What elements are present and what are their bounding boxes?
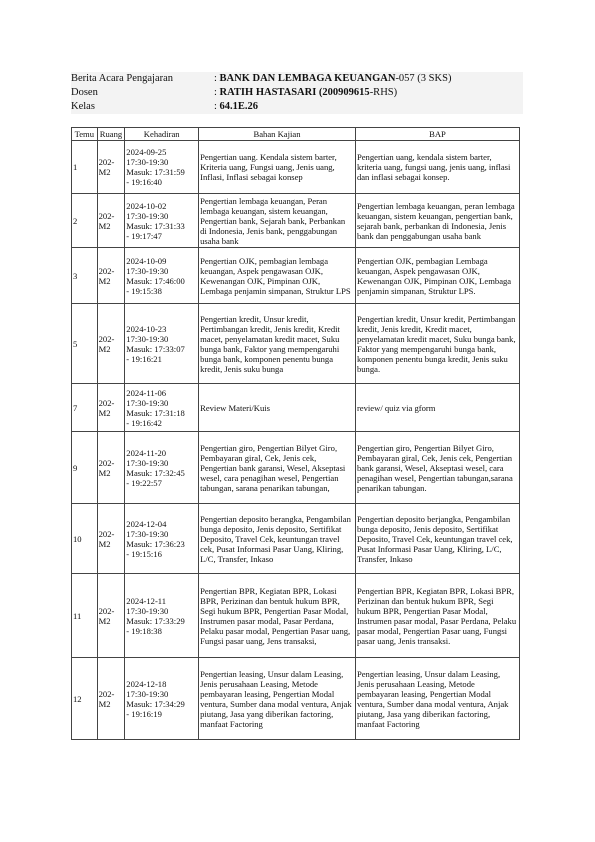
session-date: 2024-11-06 <box>126 387 167 398</box>
header-row-course <box>71 72 523 86</box>
bap-text: Pengertian uang, kendala sistem barter, kriteria uang, fungsi uang, jenis uang, inflasi dan inflasi sebagai konsep. <box>356 152 511 182</box>
bahan-kajian-text: Pengertian OJK, pembagian lembaga keuangan, Aspek pengawasan OJK, Kewenangan OJK, Pimpinan OJK, Lembaga penjamin simpanan, Struktur LPS <box>200 255 351 296</box>
session-date: 2024-10-02 <box>126 200 167 211</box>
cell-bap <box>355 384 519 432</box>
session-time: 17:30-19:30 <box>126 333 169 344</box>
table-row <box>72 248 520 304</box>
temu-value: 11 <box>73 610 82 621</box>
cell-bahan-kajian <box>199 574 356 658</box>
checkin-time: Masuk: 17:46:00 <box>126 275 185 286</box>
document-header <box>71 72 523 114</box>
cell-kehadiran <box>125 658 199 740</box>
temu-value: 9 <box>73 462 78 473</box>
header-prefix: : <box>214 73 220 84</box>
ruang-value: 202-M2 <box>98 457 115 478</box>
checkout-time: - 19:16:19 <box>126 708 162 719</box>
cell-kehadiran <box>125 248 199 304</box>
course-name: BANK DAN LEMBAGA KEUANGAN <box>219 73 396 84</box>
table-body <box>72 141 520 740</box>
temu-value: 10 <box>73 533 82 544</box>
session-date: 2024-12-04 <box>126 518 167 529</box>
table-row <box>72 658 520 740</box>
bap-text: Pengertian kredit, Unsur kredit, Pertimbangan kredit, Jenis kredit, Kredit macet, penyelamatan kredit macet, Suku bunga bank, Faktor yang mempengaruhi bunga bank, komponen penentu bunga kredit, Jenis suku bunga. <box>356 313 516 374</box>
checkin-time: Masuk: 17:31:33 <box>126 220 185 231</box>
bahan-kajian-text: Pengertian BPR, Kegiatan BPR, Lokasi BPR, Perizinan dan bentuk hukum BPR, Segi hukum BPR, Pengertian Pasar Modal, Instrumen pasar modal, Pasar Perdana, Pelaku pasar modal, Pengertian Pasar uang, Fungsi pasar uang, Jens transaksi, <box>200 585 351 646</box>
session-date: 2024-11-20 <box>126 447 167 458</box>
session-date: 2024-09-25 <box>126 147 167 157</box>
cell-kehadiran <box>125 384 199 432</box>
bahan-kajian-text: Pengertian uang. Kendala sistem barter, Kriteria uang, Fungsi uang, Jenis uang, Inflasi, Inflasi sebagai konsep <box>200 152 337 182</box>
cell-temu <box>72 658 98 740</box>
cell-ruang <box>97 384 125 432</box>
cell-kehadiran <box>125 194 199 248</box>
header-value <box>214 86 523 100</box>
session-time: 17:30-19:30 <box>126 265 169 276</box>
table-row <box>72 504 520 574</box>
cell-temu <box>72 504 98 574</box>
session-time: 17:30-19:30 <box>126 688 169 699</box>
cell-temu <box>72 384 98 432</box>
ruang-value: 202-M2 <box>98 397 115 418</box>
checkin-time: Masuk: 17:34:29 <box>126 698 185 709</box>
cell-temu <box>72 304 98 384</box>
session-time: 17:30-19:30 <box>126 528 169 539</box>
bap-text: Pengertian OJK, pembagian Lembaga keuangan, Aspek pengawasan OJK, Kewenangan OJK, Pimpinan OJK, Lembaga penjamin simpanan, Struktur LPS. <box>356 255 512 296</box>
class-code: 64.1E.26 <box>219 101 259 112</box>
cell-bap <box>355 574 519 658</box>
cell-bap <box>355 141 519 194</box>
cell-ruang <box>97 432 125 504</box>
temu-value: 12 <box>73 693 82 704</box>
ruang-value: 202-M2 <box>98 688 115 709</box>
session-time: 17:30-19:30 <box>126 457 169 468</box>
cell-bahan-kajian <box>199 504 356 574</box>
session-time: 17:30-19:30 <box>126 157 169 167</box>
table-row <box>72 304 520 384</box>
cell-bap <box>355 248 519 304</box>
cell-kehadiran <box>125 304 199 384</box>
temu-value: 7 <box>73 402 78 413</box>
cell-bahan-kajian <box>199 384 356 432</box>
cell-bap <box>355 194 519 248</box>
cell-temu <box>72 432 98 504</box>
temu-value: 2 <box>73 215 78 226</box>
ruang-value: 202-M2 <box>98 210 115 231</box>
header-row-lecturer <box>71 86 523 100</box>
cell-bap <box>355 658 519 740</box>
table-row <box>72 141 520 194</box>
cell-bap <box>355 304 519 384</box>
cell-bap <box>355 504 519 574</box>
cell-bap <box>355 432 519 504</box>
cell-bahan-kajian <box>199 194 356 248</box>
table-header-row <box>72 128 520 141</box>
lecturer-code: -RHS) <box>369 87 398 98</box>
ruang-value: 202-M2 <box>98 333 115 354</box>
header-label: Berita Acara Pengajaran <box>71 73 174 84</box>
cell-ruang <box>97 504 125 574</box>
session-date: 2024-12-18 <box>126 678 167 689</box>
header-prefix: : <box>214 101 220 112</box>
cell-kehadiran <box>125 574 199 658</box>
bap-text: Pengertian lembaga keuangan, peran lembaga keuangan, sistem keuangan, pengertian bank, sejarah bank, perbankan di Indonesia, Jenis bank dan penggabungan usaha bank <box>356 200 515 241</box>
checkout-time: - 19:15:16 <box>126 548 162 559</box>
checkout-time: - 19:18:38 <box>126 625 162 636</box>
checkin-time: Masuk: 17:31:59 <box>126 167 185 177</box>
checkout-time: - 19:16:40 <box>126 177 162 187</box>
bahan-kajian-text: Pengertian lembaga keuangan, Peran lembaga keuangan, sistem keuangan, Pengertian bank, Sejarah bank, Perbankan di Indonesia, Jenis bank, penggabungan usaha bank <box>200 195 346 246</box>
cell-ruang <box>97 304 125 384</box>
checkin-time: Masuk: 17:33:29 <box>126 615 185 626</box>
column-header-ruang: Ruang <box>97 128 125 141</box>
header-label: Dosen <box>71 87 98 98</box>
lecturer-name: RATIH HASTASARI (200909615 <box>219 87 370 98</box>
cell-temu <box>72 574 98 658</box>
session-date: 2024-10-09 <box>126 255 167 266</box>
bahan-kajian-text: Review Materi/Kuis <box>200 402 271 413</box>
ruang-value: 202-M2 <box>98 157 115 177</box>
bap-text: Pengertian leasing, Unsur dalam Leasing, Jenis perusahaan Leasing, Metode pembayaran leasing, Pengertian Modal ventura, Sumber dana modal ventura, Anjak piutang, Jasa yang diberikan factoring, manfaat Factoring <box>356 668 509 729</box>
cell-ruang <box>97 658 125 740</box>
bahan-kajian-text: Pengertian kredit, Unsur kredit, Pertimbangan kredit, Jenis kredit, Kredit macet, penyelamatan kredit macet, Suku bunga bank, Faktor yang mempengaruhi bunga bank, komponen penentu bunga kredit, Jenis suku bunga <box>200 313 340 374</box>
bahan-kajian-text: Pengertian giro, Pengertian Bilyet Giro, Pembayaran giral, Cek, Jenis cek, Pengertian bank garansi, Wesel, Akseptasi wesel, cara penagihan wesel, Pengertian tabungan, sarana penarikan tabungan, <box>200 442 346 493</box>
header-prefix: : <box>214 87 220 98</box>
table-row <box>72 574 520 658</box>
session-time: 17:30-19:30 <box>126 397 169 408</box>
header-row-class <box>71 100 523 114</box>
cell-ruang <box>97 141 125 194</box>
checkout-time: - 19:22:57 <box>126 477 162 488</box>
table-row <box>72 194 520 248</box>
cell-kehadiran <box>125 141 199 194</box>
ruang-value: 202-M2 <box>98 605 115 626</box>
cell-temu <box>72 248 98 304</box>
temu-value: 1 <box>73 162 78 172</box>
checkout-time: - 19:16:21 <box>126 353 162 364</box>
ruang-value: 202-M2 <box>98 528 115 549</box>
cell-temu <box>72 194 98 248</box>
cell-kehadiran <box>125 432 199 504</box>
session-time: 17:30-19:30 <box>126 210 169 221</box>
bap-text: Pengertian giro, Pengertian Bilyet Giro, Pembayaran giral, Cek, Jenis cek, Pengertian bank garansi, Wesel, Akseptasi wesel, cara penagihan wesel, Pengertian tabungan,sarana penarikan tabungan. <box>356 442 513 493</box>
cell-bahan-kajian <box>199 248 356 304</box>
cell-bahan-kajian <box>199 304 356 384</box>
cell-kehadiran <box>125 504 199 574</box>
checkout-time: - 19:15:38 <box>126 285 162 296</box>
session-time: 17:30-19:30 <box>126 605 169 616</box>
cell-ruang <box>97 248 125 304</box>
course-code: -057 (3 SKS) <box>395 73 452 84</box>
bahan-kajian-text: Pengertian deposito berangka, Pengambilan bunga deposito, Jenis deposito, Sertifikat Deposito, Travel Cek, keuntungan travel cek, Pusat Informasi Pasar Uang, Kliring, L/C, Transfer, Inkaso <box>200 513 351 564</box>
bap-text: review/ quiz via gform <box>356 402 436 413</box>
cell-temu <box>72 141 98 194</box>
ruang-value: 202-M2 <box>98 265 115 286</box>
header-label: Kelas <box>71 101 95 112</box>
table-row <box>72 432 520 504</box>
cell-bahan-kajian <box>199 141 356 194</box>
column-header-kehadiran: Kehadiran <box>125 128 199 141</box>
bap-text: Pengertian BPR, Kegiatan BPR, Lokasi BPR, Perizinan dan bentuk hukum BPR, Segi hukum BPR, Pengertian Pasar Modal, Instrumen pasar modal, Pasar Perdana, Pelaku pasar modal, Pengertian Pasar uang, Fungsi pasar uang, Jenis transaksi. <box>356 585 517 646</box>
checkout-time: - 19:16:42 <box>126 417 162 428</box>
checkin-time: Masuk: 17:33:07 <box>126 343 185 354</box>
column-header-bap: BAP <box>355 128 519 141</box>
column-header-bahan-kajian: Bahan Kajian <box>199 128 356 141</box>
cell-bahan-kajian <box>199 432 356 504</box>
table-row <box>72 384 520 432</box>
bap-text: Pengertian deposito berjangka, Pengambilan bunga deposito, Jenis deposito, Sertifikat Deposito, Travel Cek, keuntungan travel cek, Pusat Informasi Pasar Uang, Kliring, L/C, Transfer, Inkaso <box>356 513 513 564</box>
cell-ruang <box>97 194 125 248</box>
checkin-time: Masuk: 17:32:45 <box>126 467 185 478</box>
temu-value: 5 <box>73 338 78 349</box>
bahan-kajian-text: Pengertian leasing, Unsur dalam Leasing, Jenis perusahaan Leasing, Metode pembayaran leasing, Pengertian Modal ventura, Sumber dana modal ventura, Anjak piutang, Jasa yang diberikan factoring, manfaat Factoring <box>200 668 352 729</box>
header-value <box>214 100 523 114</box>
attendance-table <box>71 127 520 740</box>
session-date: 2024-12-11 <box>126 595 167 606</box>
header-value <box>214 72 523 86</box>
cell-ruang <box>97 574 125 658</box>
column-header-temu: Temu <box>72 128 98 141</box>
cell-bahan-kajian <box>199 658 356 740</box>
checkin-time: Masuk: 17:36:23 <box>126 538 185 549</box>
checkin-time: Masuk: 17:31:18 <box>126 407 185 418</box>
checkout-time: - 19:17:47 <box>126 230 162 241</box>
session-date: 2024-10-23 <box>126 323 167 334</box>
temu-value: 3 <box>73 270 78 281</box>
